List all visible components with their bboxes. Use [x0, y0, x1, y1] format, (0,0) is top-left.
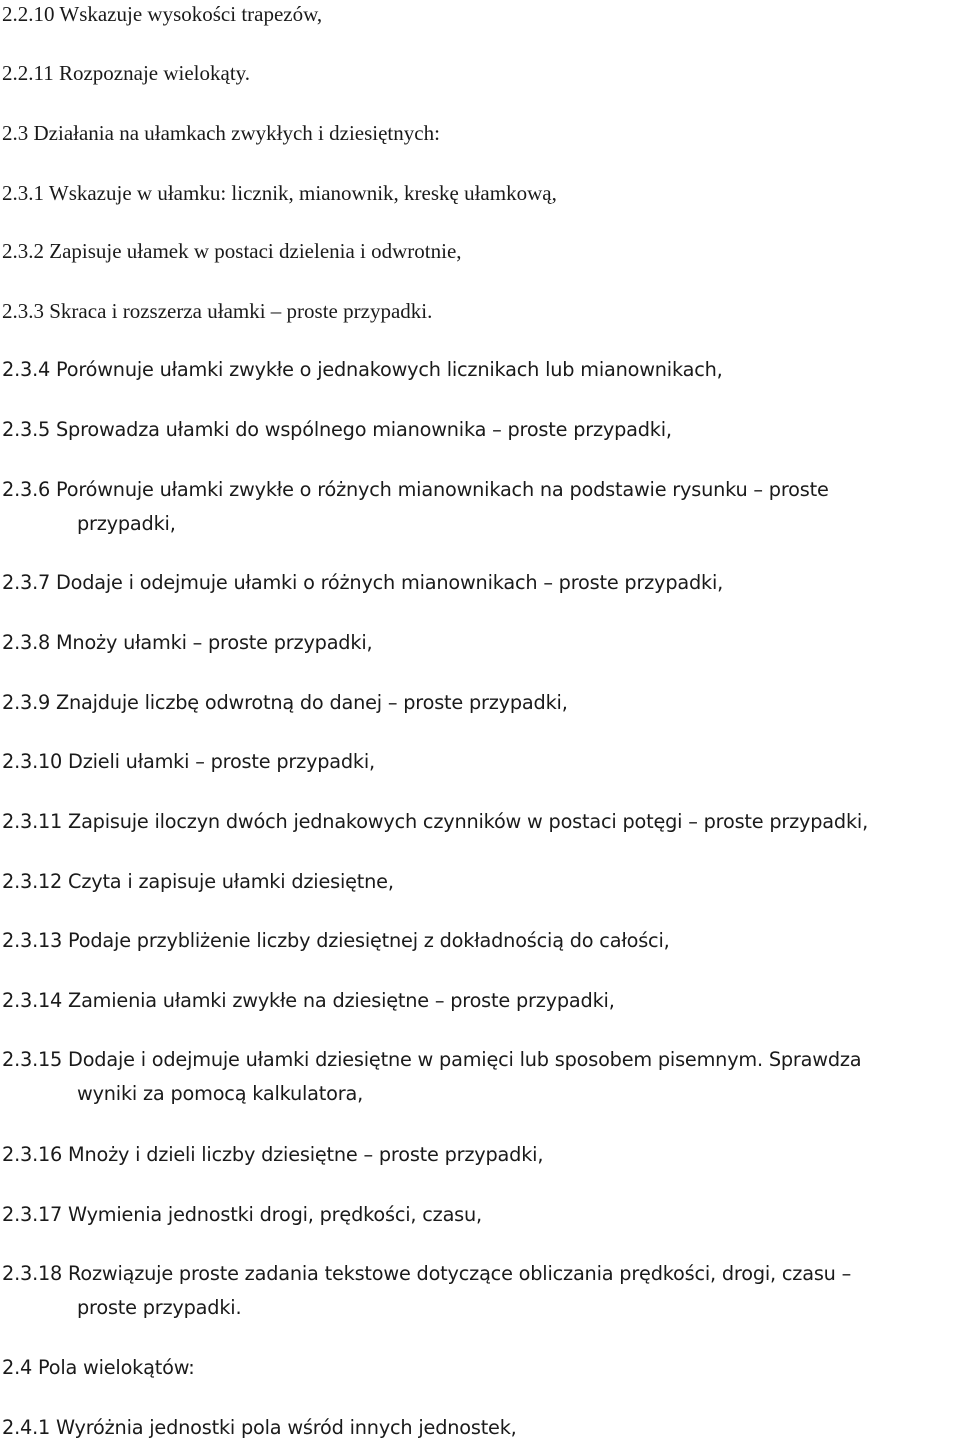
list-item: 2.3.12 Czyta i zapisuje ułamki dziesiętne,	[2, 870, 394, 893]
list-item	[2, 1257, 952, 1325]
list-item: 2.4.1 Wyróżnia jednostki pola wśród innych jednostek,	[2, 1416, 517, 1439]
list-item: 2.3.16 Mnoży i dzieli liczby dziesiętne – proste przypadki,	[2, 1143, 544, 1166]
list-item: 2.2.11 Rozpoznaje wielokąty.	[2, 61, 251, 85]
list-item-text: 2.3.18 Rozwiązuje proste zadania tekstowe dotyczące obliczania prędkości, drogi, czasu –	[2, 1262, 852, 1285]
list-item: 2.3.11 Zapisuje iloczyn dwóch jednakowych czynników w postaci potęgi – proste przypadki,	[2, 810, 869, 833]
list-item-continuation: wyniki za pomocą kalkulatora,	[77, 1082, 364, 1105]
list-item: 2.3.8 Mnoży ułamki – proste przypadki,	[2, 631, 373, 654]
list-item: 2.2.10 Wskazuje wysokości trapezów,	[2, 2, 323, 26]
list-item-text: 2.3.6 Porównuje ułamki zwykłe o różnych mianownikach na podstawie rysunku – proste	[2, 478, 829, 501]
list-item: 2.3.2 Zapisuje ułamek w postaci dzielenia i odwrotnie,	[2, 239, 462, 263]
list-item: 2.3.14 Zamienia ułamki zwykłe na dziesiętne – proste przypadki,	[2, 989, 615, 1012]
list-item: 2.3.3 Skraca i rozszerza ułamki – proste przypadki.	[2, 299, 433, 323]
list-item: 2.3.1 Wskazuje w ułamku: licznik, mianownik, kreskę ułamkową,	[2, 181, 557, 205]
list-item	[2, 1043, 952, 1111]
section-heading: 2.4 Pola wielokątów:	[2, 1356, 195, 1379]
list-item: 2.3.5 Sprowadza ułamki do wspólnego mianownika – proste przypadki,	[2, 418, 672, 441]
list-item: 2.3.13 Podaje przybliżenie liczby dziesiętnej z dokładnością do całości,	[2, 929, 670, 952]
section-heading: 2.3 Działania na ułamkach zwykłych i dziesiętnych:	[2, 121, 440, 145]
list-item: 2.3.17 Wymienia jednostki drogi, prędkości, czasu,	[2, 1203, 482, 1226]
list-item	[2, 473, 952, 541]
list-item-continuation: przypadki,	[77, 512, 176, 535]
list-item: 2.3.4 Porównuje ułamki zwykłe o jednakowych licznikach lub mianownikach,	[2, 358, 723, 381]
list-item: 2.3.9 Znajduje liczbę odwrotną do danej – proste przypadki,	[2, 691, 568, 714]
list-item: 2.3.7 Dodaje i odejmuje ułamki o różnych mianownikach – proste przypadki,	[2, 571, 724, 594]
list-item-continuation: proste przypadki.	[77, 1296, 242, 1319]
list-item-text: 2.3.15 Dodaje i odejmuje ułamki dziesiętne w pamięci lub sposobem pisemnym. Sprawdza	[2, 1048, 862, 1071]
list-item: 2.3.10 Dzieli ułamki – proste przypadki,	[2, 750, 375, 773]
